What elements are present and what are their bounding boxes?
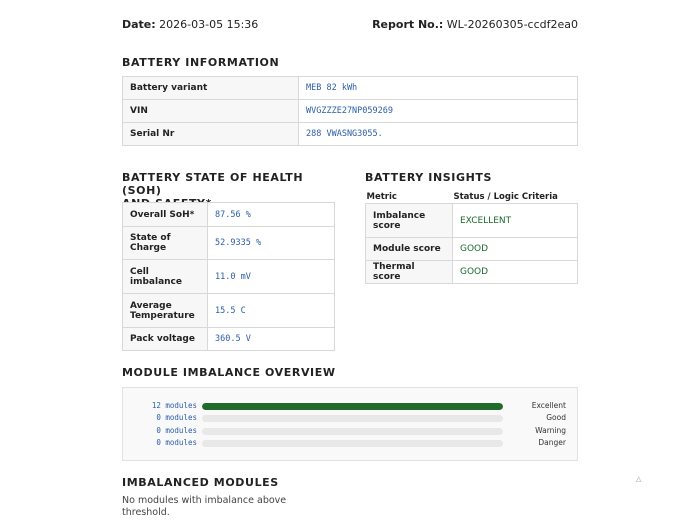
battery-info-table — [122, 76, 578, 146]
soh-title-line1: BATTERY STATE OF HEALTH (SOH) — [122, 171, 304, 197]
module-bar-track — [202, 440, 503, 447]
soh-value: 87.56 % — [208, 203, 335, 227]
imbalanced-modules-note: No modules with imbalance above threshold. — [122, 495, 287, 518]
insights-table — [365, 190, 578, 284]
date-value: 2026-03-05 15:36 — [159, 18, 259, 31]
soh-value: 360.5 V — [208, 328, 335, 351]
module-row — [123, 400, 577, 412]
module-level-label: Warning — [535, 426, 566, 435]
imbalanced-modules-title: IMBALANCED MODULES — [122, 476, 279, 489]
table-row — [366, 204, 578, 238]
table-row — [123, 328, 335, 351]
warning-icon: △ — [636, 475, 642, 483]
soh-value: 52.9335 % — [208, 227, 335, 260]
insights-col-metric: Metric — [366, 191, 397, 202]
info-label: VIN — [123, 100, 299, 123]
soh-value: 11.0 mV — [208, 260, 335, 294]
insight-status: EXCELLENT — [453, 204, 578, 238]
table-row — [123, 203, 335, 227]
table-row — [123, 294, 335, 328]
report-number-value: WL-20260305-ccdf2ea0 — [446, 18, 578, 31]
table-row — [123, 260, 335, 294]
date-label: Date: — [122, 18, 156, 31]
module-row — [123, 412, 577, 424]
module-bar-track — [202, 415, 503, 422]
soh-label: Cell imbalance — [123, 260, 208, 294]
soh-value: 15.5 C — [208, 294, 335, 328]
table-row — [123, 123, 578, 146]
insight-label: Module score — [366, 238, 453, 261]
insights-title: BATTERY INSIGHTS — [365, 171, 493, 184]
insight-label: Thermal score — [366, 261, 453, 284]
table-row — [366, 238, 578, 261]
report-number-label: Report No.: — [372, 18, 444, 31]
soh-label: Average Temperature — [123, 294, 208, 328]
module-count: 0 modules — [156, 438, 197, 447]
info-value: MEB 82 kWh — [299, 77, 578, 100]
insights-col-status: Status / Logic Criteria — [453, 191, 558, 202]
info-value: 288 VWASNG3055. — [299, 123, 578, 146]
module-count: 12 modules — [151, 401, 197, 410]
soh-table — [122, 202, 335, 351]
module-row — [123, 437, 577, 449]
soh-label: State of Charge — [123, 227, 208, 260]
soh-label: Overall SoH* — [123, 203, 208, 227]
report-number — [372, 18, 578, 31]
insight-status: GOOD — [453, 238, 578, 261]
module-row — [123, 425, 577, 437]
insights-header-row — [366, 190, 578, 204]
table-row — [123, 227, 335, 260]
module-bar-track — [202, 428, 503, 435]
insight-status: GOOD — [453, 261, 578, 284]
module-level-label: Excellent — [531, 401, 566, 410]
module-count: 0 modules — [156, 426, 197, 435]
table-row — [123, 100, 578, 123]
report-date — [122, 18, 258, 31]
info-value: WVGZZZE27NP059269 — [299, 100, 578, 123]
soh-label: Pack voltage — [123, 328, 208, 351]
table-row — [366, 261, 578, 284]
info-label: Battery variant — [123, 77, 299, 100]
battery-info-title: BATTERY INFORMATION — [122, 56, 280, 69]
module-overview-box — [122, 387, 578, 461]
module-count: 0 modules — [156, 413, 197, 422]
module-bar-fill — [202, 403, 503, 410]
insight-label: Imbalance score — [366, 204, 453, 238]
report-header — [122, 18, 578, 34]
table-row — [123, 77, 578, 100]
info-label: Serial Nr — [123, 123, 299, 146]
module-overview-title: MODULE IMBALANCE OVERVIEW — [122, 366, 336, 379]
module-level-label: Danger — [538, 438, 566, 447]
module-level-label: Good — [546, 413, 566, 422]
module-bar-track — [202, 403, 503, 410]
